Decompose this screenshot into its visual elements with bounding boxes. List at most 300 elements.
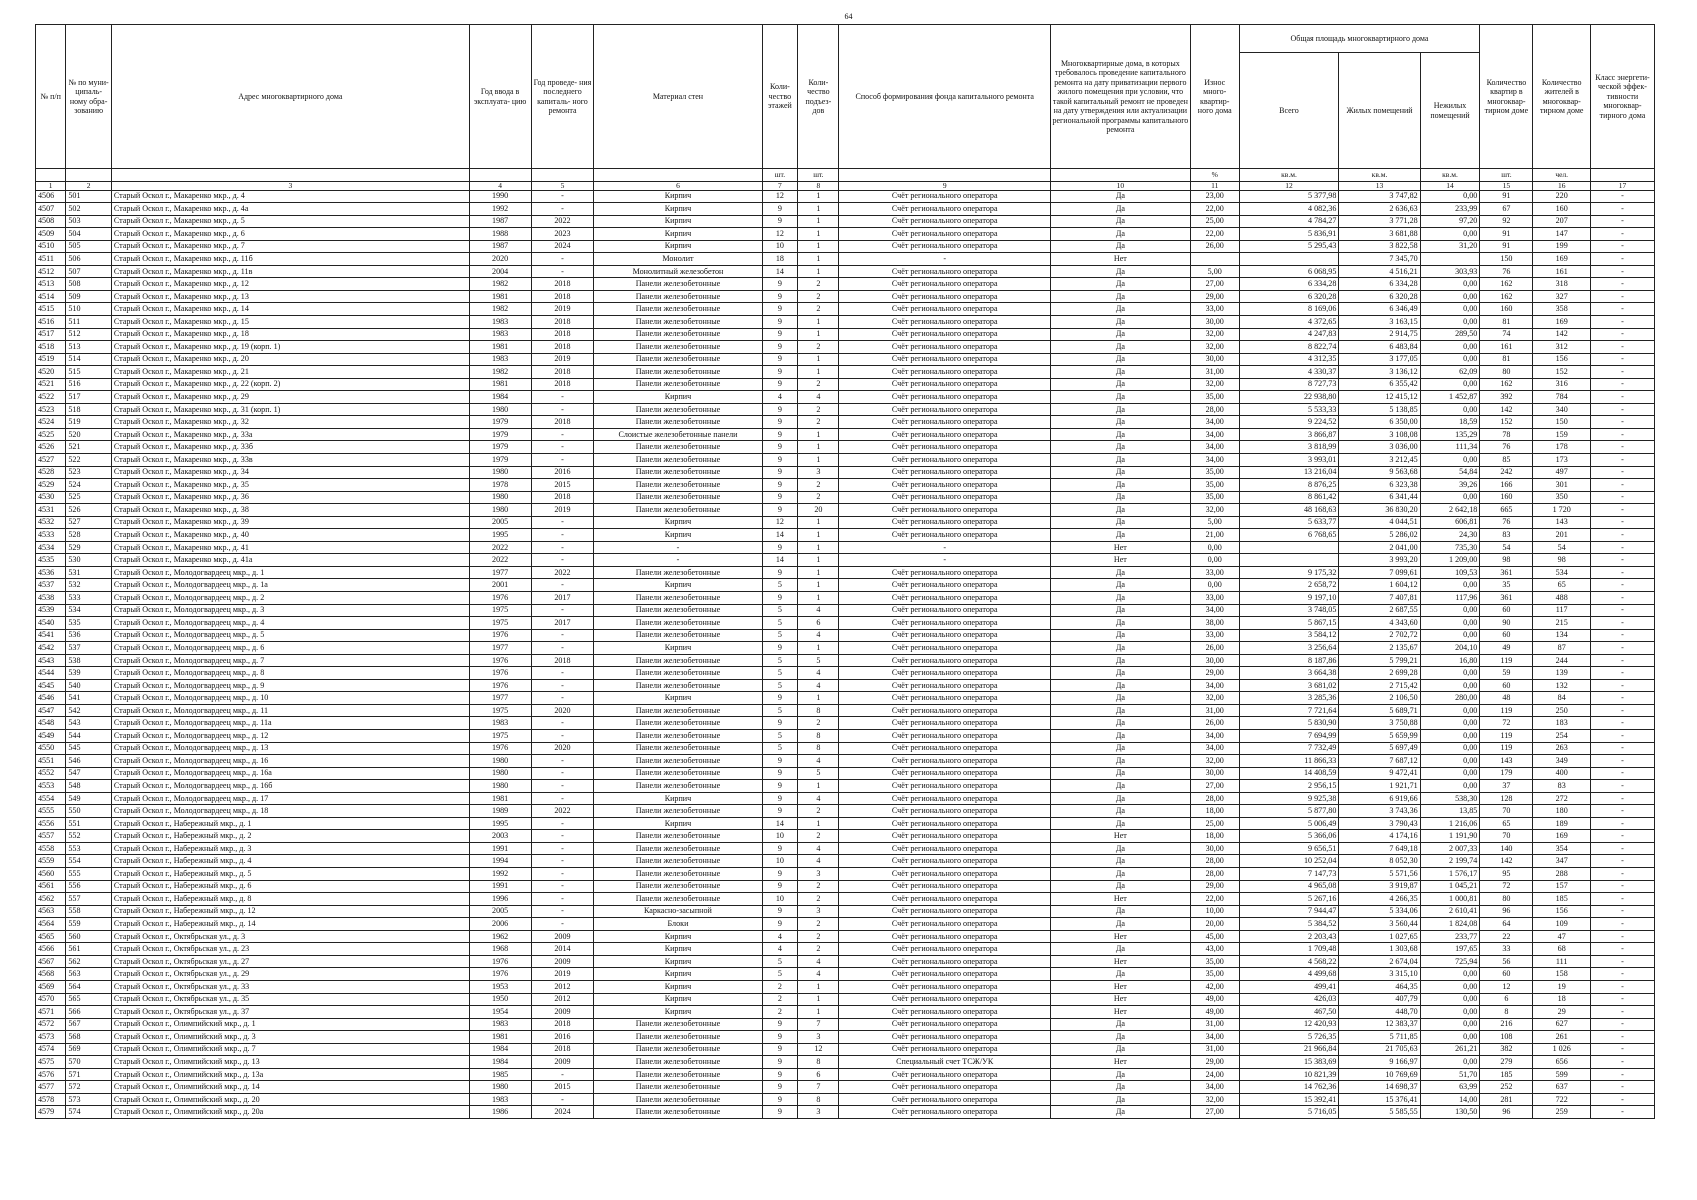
area-nonliving-cell: 0,00 xyxy=(1420,353,1480,366)
wear-cell: 21,00 xyxy=(1190,529,1239,542)
apartments-cell: 98 xyxy=(1480,554,1533,567)
area-total-cell: 4 312,35 xyxy=(1239,353,1339,366)
area-total-cell: 11 866,33 xyxy=(1239,755,1339,768)
wall-material-cell: Кирпич xyxy=(594,391,762,404)
area-living-cell: 3 163,15 xyxy=(1339,315,1420,328)
table-row xyxy=(36,579,1655,592)
area-total-cell: 3 818,99 xyxy=(1239,441,1339,454)
row-number-cell: 4535 xyxy=(36,554,66,567)
floors-cell: 9 xyxy=(762,303,798,316)
wear-cell: 18,00 xyxy=(1190,830,1239,843)
energy-class-cell: - xyxy=(1590,240,1654,253)
fund-method-cell: Счёт регионального оператора xyxy=(839,780,1050,793)
row-number-cell: 4561 xyxy=(36,880,66,893)
wall-material-cell: Кирпич xyxy=(594,190,762,203)
address-cell: Старый Оскол г., Набережный мкр., д. 3 xyxy=(111,842,469,855)
residents-cell: 220 xyxy=(1533,190,1590,203)
floors-cell: 9 xyxy=(762,315,798,328)
wear-cell: 18,00 xyxy=(1190,805,1239,818)
floors-cell: 9 xyxy=(762,792,798,805)
year-built-cell: 1985 xyxy=(469,1068,531,1081)
column-number-cell: 11 xyxy=(1190,181,1239,190)
year-built-cell: 2020 xyxy=(469,253,531,266)
residents-cell: 180 xyxy=(1533,805,1590,818)
privatization-cell: Да xyxy=(1050,817,1190,830)
privatization-cell: Да xyxy=(1050,278,1190,291)
row-number-cell: 4545 xyxy=(36,679,66,692)
fund-method-cell: Счёт регионального оператора xyxy=(839,955,1050,968)
area-nonliving-cell: 0,00 xyxy=(1420,453,1480,466)
area-total-cell: 7 147,73 xyxy=(1239,868,1339,881)
privatization-cell: Да xyxy=(1050,491,1190,504)
wear-cell: 45,00 xyxy=(1190,930,1239,943)
apartments-cell: 70 xyxy=(1480,805,1533,818)
privatization-cell: Да xyxy=(1050,516,1190,529)
privatization-cell: Нет xyxy=(1050,1006,1190,1019)
wear-cell: 25,00 xyxy=(1190,817,1239,830)
address-cell: Старый Оскол г., Набережный мкр., д. 6 xyxy=(111,880,469,893)
fund-method-cell: Счёт регионального оператора xyxy=(839,1006,1050,1019)
residents-cell: 152 xyxy=(1533,366,1590,379)
fund-method-cell: Счёт регионального оператора xyxy=(839,1043,1050,1056)
apartments-cell: 361 xyxy=(1480,592,1533,605)
row-number-cell: 4519 xyxy=(36,353,66,366)
area-total-cell: 3 866,87 xyxy=(1239,428,1339,441)
privatization-cell: Да xyxy=(1050,679,1190,692)
year-repair-cell: - xyxy=(531,692,594,705)
area-nonliving-cell: 280,00 xyxy=(1420,692,1480,705)
apartments-cell: 160 xyxy=(1480,491,1533,504)
entrances-cell: 1 xyxy=(798,353,839,366)
residents-cell: 19 xyxy=(1533,980,1590,993)
area-nonliving-cell: 233,99 xyxy=(1420,203,1480,216)
entrances-cell: 4 xyxy=(798,604,839,617)
area-total-cell: 5 716,05 xyxy=(1239,1106,1339,1119)
entrances-cell: 1 xyxy=(798,1006,839,1019)
header-year-repair: Год проведе- ния последнего капиталь- ного ремонта xyxy=(531,25,594,169)
address-cell: Старый Оскол г., Октябрьская ул., д. 3 xyxy=(111,930,469,943)
table-row xyxy=(36,730,1655,743)
area-nonliving-cell: 1 209,00 xyxy=(1420,554,1480,567)
header-entrances: Коли- чество подъез- дов xyxy=(798,25,839,169)
apartments-cell: 91 xyxy=(1480,240,1533,253)
area-nonliving-cell: 0,00 xyxy=(1420,1031,1480,1044)
year-repair-cell: - xyxy=(531,792,594,805)
privatization-cell: Да xyxy=(1050,717,1190,730)
apartments-cell: 162 xyxy=(1480,278,1533,291)
table-row xyxy=(36,504,1655,517)
fund-method-cell: Счёт регионального оператора xyxy=(839,566,1050,579)
address-cell: Старый Оскол г., Молодогвардеец мкр., д. 11а xyxy=(111,717,469,730)
residents-cell: 189 xyxy=(1533,817,1590,830)
year-repair-cell: - xyxy=(531,554,594,567)
residents-cell: 215 xyxy=(1533,617,1590,630)
year-built-cell: 1962 xyxy=(469,930,531,943)
entrances-cell: 2 xyxy=(798,491,839,504)
municipal-number-cell: 559 xyxy=(66,918,112,931)
municipal-number-cell: 532 xyxy=(66,579,112,592)
apartments-cell: 48 xyxy=(1480,692,1533,705)
entrances-cell: 1 xyxy=(798,265,839,278)
floors-cell: 10 xyxy=(762,830,798,843)
energy-class-cell: - xyxy=(1590,1031,1654,1044)
area-nonliving-cell: 0,00 xyxy=(1420,993,1480,1006)
apartments-cell: 382 xyxy=(1480,1043,1533,1056)
entrances-cell: 2 xyxy=(798,278,839,291)
area-living-cell: 6 320,28 xyxy=(1339,290,1420,303)
area-total-cell: 9 175,32 xyxy=(1239,566,1339,579)
energy-class-cell: - xyxy=(1590,1056,1654,1069)
area-living-cell: 7 407,81 xyxy=(1339,592,1420,605)
privatization-cell: Да xyxy=(1050,1031,1190,1044)
area-total-cell: 9 197,10 xyxy=(1239,592,1339,605)
unit-cell xyxy=(1590,169,1654,182)
year-repair-cell: 2019 xyxy=(531,504,594,517)
floors-cell: 9 xyxy=(762,566,798,579)
row-number-cell: 4509 xyxy=(36,228,66,241)
fund-method-cell: Счёт регионального оператора xyxy=(839,692,1050,705)
floors-cell: 5 xyxy=(762,579,798,592)
year-repair-cell: 2024 xyxy=(531,1106,594,1119)
municipal-number-cell: 530 xyxy=(66,554,112,567)
column-number-cell: 8 xyxy=(798,181,839,190)
year-built-cell: 1991 xyxy=(469,880,531,893)
privatization-cell: Да xyxy=(1050,1081,1190,1094)
residents-cell: 261 xyxy=(1533,1031,1590,1044)
privatization-cell: Да xyxy=(1050,303,1190,316)
year-repair-cell: - xyxy=(531,428,594,441)
apartments-cell: 160 xyxy=(1480,303,1533,316)
row-number-cell: 4565 xyxy=(36,930,66,943)
row-number-cell: 4549 xyxy=(36,730,66,743)
area-total-cell: 4 499,68 xyxy=(1239,968,1339,981)
area-nonliving-cell: 0,00 xyxy=(1420,315,1480,328)
area-nonliving-cell: 51,70 xyxy=(1420,1068,1480,1081)
residents-cell: 147 xyxy=(1533,228,1590,241)
address-cell: Старый Оскол г., Молодогвардеец мкр., д. 1 xyxy=(111,566,469,579)
entrances-cell: 1 xyxy=(798,592,839,605)
municipal-number-cell: 523 xyxy=(66,466,112,479)
year-repair-cell: - xyxy=(531,880,594,893)
floors-cell: 9 xyxy=(762,1093,798,1106)
area-total-cell: 12 420,93 xyxy=(1239,1018,1339,1031)
address-cell: Старый Оскол г., Макаренко мкр., д. 39 xyxy=(111,516,469,529)
column-number-cell: 2 xyxy=(66,181,112,190)
wall-material-cell: Кирпич xyxy=(594,215,762,228)
residents-cell: 722 xyxy=(1533,1093,1590,1106)
area-living-cell: 3 108,08 xyxy=(1339,428,1420,441)
floors-cell: 9 xyxy=(762,1106,798,1119)
row-number-cell: 4563 xyxy=(36,905,66,918)
year-repair-cell: - xyxy=(531,391,594,404)
area-living-cell: 6 323,38 xyxy=(1339,479,1420,492)
apartments-cell: 81 xyxy=(1480,315,1533,328)
apartments-cell: 81 xyxy=(1480,353,1533,366)
year-built-cell: 1980 xyxy=(469,1081,531,1094)
entrances-cell: 1 xyxy=(798,780,839,793)
privatization-cell: Да xyxy=(1050,1093,1190,1106)
area-living-cell: 2 699,28 xyxy=(1339,667,1420,680)
area-total-cell xyxy=(1239,554,1339,567)
municipal-number-cell: 556 xyxy=(66,880,112,893)
floors-cell: 9 xyxy=(762,592,798,605)
municipal-number-cell: 570 xyxy=(66,1056,112,1069)
energy-class-cell: - xyxy=(1590,315,1654,328)
municipal-number-cell: 502 xyxy=(66,203,112,216)
residents-cell: 316 xyxy=(1533,378,1590,391)
privatization-cell: Нет xyxy=(1050,541,1190,554)
year-repair-cell: - xyxy=(531,579,594,592)
floors-cell: 5 xyxy=(762,679,798,692)
header-year-built: Год ввода в эксплуата- цию xyxy=(469,25,531,169)
header-area-living: Жилых помещений xyxy=(1339,53,1420,169)
floors-cell: 9 xyxy=(762,215,798,228)
row-number-cell: 4552 xyxy=(36,767,66,780)
column-number-cell: 10 xyxy=(1050,181,1190,190)
area-nonliving-cell: 2 642,18 xyxy=(1420,504,1480,517)
fund-method-cell: Счёт регионального оператора xyxy=(839,830,1050,843)
year-built-cell: 1979 xyxy=(469,441,531,454)
area-living-cell: 10 769,69 xyxy=(1339,1068,1420,1081)
row-number-cell: 4537 xyxy=(36,579,66,592)
floors-cell: 5 xyxy=(762,968,798,981)
table-row xyxy=(36,905,1655,918)
privatization-cell: Да xyxy=(1050,654,1190,667)
year-repair-cell: 2009 xyxy=(531,930,594,943)
apartments-cell: 72 xyxy=(1480,880,1533,893)
municipal-number-cell: 531 xyxy=(66,566,112,579)
year-built-cell: 1984 xyxy=(469,1056,531,1069)
area-living-cell: 3 993,20 xyxy=(1339,554,1420,567)
fund-method-cell: Счёт регионального оператора xyxy=(839,529,1050,542)
area-nonliving-cell: 0,00 xyxy=(1420,968,1480,981)
municipal-number-cell: 569 xyxy=(66,1043,112,1056)
wear-cell: 0,00 xyxy=(1190,554,1239,567)
year-repair-cell: - xyxy=(531,780,594,793)
table-row xyxy=(36,968,1655,981)
wear-cell: 22,00 xyxy=(1190,203,1239,216)
year-repair-cell: 2015 xyxy=(531,1081,594,1094)
residents-cell: 159 xyxy=(1533,428,1590,441)
municipal-number-cell: 544 xyxy=(66,730,112,743)
energy-class-cell: - xyxy=(1590,893,1654,906)
privatization-cell: Да xyxy=(1050,1068,1190,1081)
entrances-cell: 1 xyxy=(798,215,839,228)
year-repair-cell: - xyxy=(531,679,594,692)
entrances-cell: 1 xyxy=(798,441,839,454)
unit-cell xyxy=(66,169,112,182)
apartments-cell: 162 xyxy=(1480,378,1533,391)
address-cell: Старый Оскол г., Макаренко мкр., д. 6 xyxy=(111,228,469,241)
wall-material-cell: Блоки xyxy=(594,918,762,931)
year-built-cell: 1975 xyxy=(469,617,531,630)
header-area-total: Всего xyxy=(1239,53,1339,169)
fund-method-cell: Счёт регионального оператора xyxy=(839,1068,1050,1081)
row-number-cell: 4547 xyxy=(36,704,66,717)
page-number: 64 xyxy=(844,12,853,21)
residents-cell: 134 xyxy=(1533,629,1590,642)
municipal-number-cell: 524 xyxy=(66,479,112,492)
area-living-cell: 2 041,00 xyxy=(1339,541,1420,554)
table-row xyxy=(36,667,1655,680)
table-row xyxy=(36,880,1655,893)
fund-method-cell: Счёт регионального оператора xyxy=(839,993,1050,1006)
apartments-cell: 49 xyxy=(1480,642,1533,655)
municipal-number-cell: 546 xyxy=(66,755,112,768)
fund-method-cell: Счёт регионального оператора xyxy=(839,290,1050,303)
municipal-number-cell: 535 xyxy=(66,617,112,630)
address-cell: Старый Оскол г., Набережный мкр., д. 8 xyxy=(111,893,469,906)
entrances-cell: 1 xyxy=(798,240,839,253)
privatization-cell: Да xyxy=(1050,479,1190,492)
area-total-cell: 8 876,25 xyxy=(1239,479,1339,492)
table-row xyxy=(36,980,1655,993)
entrances-cell: 4 xyxy=(798,842,839,855)
area-total-cell: 21 966,84 xyxy=(1239,1043,1339,1056)
address-cell: Старый Оскол г., Молодогвардеец мкр., д. 7 xyxy=(111,654,469,667)
apartments-cell: 83 xyxy=(1480,529,1533,542)
wall-material-cell: Панели железобетонные xyxy=(594,1106,762,1119)
entrances-cell: 2 xyxy=(798,830,839,843)
year-repair-cell: 2012 xyxy=(531,993,594,1006)
wall-material-cell: Панели железобетонные xyxy=(594,1081,762,1094)
area-living-cell: 6 334,28 xyxy=(1339,278,1420,291)
row-number-cell: 4567 xyxy=(36,955,66,968)
year-built-cell: 1980 xyxy=(469,403,531,416)
fund-method-cell: Счёт регионального оператора xyxy=(839,428,1050,441)
year-repair-cell: - xyxy=(531,842,594,855)
area-nonliving-cell: 0,00 xyxy=(1420,278,1480,291)
wear-cell: 5,00 xyxy=(1190,516,1239,529)
column-number-cell: 9 xyxy=(839,181,1050,190)
row-number-cell: 4558 xyxy=(36,842,66,855)
area-nonliving-cell: 0,00 xyxy=(1420,579,1480,592)
privatization-cell: Да xyxy=(1050,265,1190,278)
year-built-cell: 2003 xyxy=(469,830,531,843)
area-total-cell: 14 762,36 xyxy=(1239,1081,1339,1094)
municipal-number-cell: 564 xyxy=(66,980,112,993)
wall-material-cell: Панели железобетонные xyxy=(594,1031,762,1044)
area-living-cell: 2 636,63 xyxy=(1339,203,1420,216)
area-living-cell: 15 376,41 xyxy=(1339,1093,1420,1106)
area-total-cell: 4 082,36 xyxy=(1239,203,1339,216)
entrances-cell: 4 xyxy=(798,679,839,692)
apartments-cell: 65 xyxy=(1480,817,1533,830)
fund-method-cell: Счёт регионального оператора xyxy=(839,893,1050,906)
residents-cell: 111 xyxy=(1533,955,1590,968)
floors-cell: 9 xyxy=(762,428,798,441)
year-built-cell: 1975 xyxy=(469,704,531,717)
energy-class-cell: - xyxy=(1590,203,1654,216)
privatization-cell: Да xyxy=(1050,353,1190,366)
area-nonliving-cell: 0,00 xyxy=(1420,730,1480,743)
wall-material-cell: Кирпич xyxy=(594,968,762,981)
address-cell: Старый Оскол г., Макаренко мкр., д. 5 xyxy=(111,215,469,228)
entrances-cell: 2 xyxy=(798,717,839,730)
row-number-cell: 4557 xyxy=(36,830,66,843)
floors-cell: 5 xyxy=(762,654,798,667)
table-row xyxy=(36,554,1655,567)
entrances-cell: 2 xyxy=(798,943,839,956)
area-living-cell: 12 383,37 xyxy=(1339,1018,1420,1031)
area-total-cell: 4 247,83 xyxy=(1239,328,1339,341)
floors-cell: 9 xyxy=(762,453,798,466)
area-total-cell: 5 633,77 xyxy=(1239,516,1339,529)
entrances-cell: 6 xyxy=(798,617,839,630)
table-row xyxy=(36,366,1655,379)
entrances-cell: 7 xyxy=(798,1018,839,1031)
unit-cell xyxy=(839,169,1050,182)
wall-material-cell: Монолит xyxy=(594,253,762,266)
residents-cell: 301 xyxy=(1533,479,1590,492)
table-row xyxy=(36,529,1655,542)
area-living-cell: 448,70 xyxy=(1339,1006,1420,1019)
area-nonliving-cell: 1 824,08 xyxy=(1420,918,1480,931)
table-row xyxy=(36,767,1655,780)
units-row xyxy=(36,169,1655,182)
wear-cell: 30,00 xyxy=(1190,654,1239,667)
row-number-cell: 4571 xyxy=(36,1006,66,1019)
year-built-cell: 1980 xyxy=(469,755,531,768)
year-repair-cell: - xyxy=(531,855,594,868)
table-row xyxy=(36,742,1655,755)
area-nonliving-cell: 1 216,06 xyxy=(1420,817,1480,830)
apartments-cell: 33 xyxy=(1480,943,1533,956)
year-repair-cell: 2022 xyxy=(531,215,594,228)
apartments-cell: 76 xyxy=(1480,441,1533,454)
apartments-cell: 6 xyxy=(1480,993,1533,1006)
address-cell: Старый Оскол г., Октябрьская ул., д. 29 xyxy=(111,968,469,981)
apartments-cell: 162 xyxy=(1480,290,1533,303)
wall-material-cell: Панели железобетонные xyxy=(594,742,762,755)
column-number-cell: 15 xyxy=(1480,181,1533,190)
year-repair-cell: 2018 xyxy=(531,378,594,391)
wall-material-cell: Панели железобетонные xyxy=(594,504,762,517)
area-nonliving-cell: 1 452,87 xyxy=(1420,391,1480,404)
energy-class-cell: - xyxy=(1590,516,1654,529)
table-row xyxy=(36,328,1655,341)
energy-class-cell: - xyxy=(1590,730,1654,743)
municipal-number-cell: 512 xyxy=(66,328,112,341)
apartments-cell: 185 xyxy=(1480,1068,1533,1081)
area-total-cell: 3 256,64 xyxy=(1239,642,1339,655)
municipal-number-cell: 547 xyxy=(66,767,112,780)
year-built-cell: 1994 xyxy=(469,855,531,868)
area-nonliving-cell: 0,00 xyxy=(1420,228,1480,241)
entrances-cell: 1 xyxy=(798,554,839,567)
row-number-cell: 4541 xyxy=(36,629,66,642)
unit-cell xyxy=(469,169,531,182)
area-living-cell: 5 711,85 xyxy=(1339,1031,1420,1044)
row-number-cell: 4518 xyxy=(36,341,66,354)
address-cell: Старый Оскол г., Октябрьская ул., д. 23 xyxy=(111,943,469,956)
address-cell: Старый Оскол г., Макаренко мкр., д. 32 xyxy=(111,416,469,429)
year-repair-cell: 2018 xyxy=(531,654,594,667)
year-repair-cell: 2009 xyxy=(531,1056,594,1069)
floors-cell: 2 xyxy=(762,980,798,993)
energy-class-cell: - xyxy=(1590,868,1654,881)
energy-class-cell: - xyxy=(1590,579,1654,592)
area-living-cell: 5 585,55 xyxy=(1339,1106,1420,1119)
residents-cell: 497 xyxy=(1533,466,1590,479)
row-number-cell: 4523 xyxy=(36,403,66,416)
row-number-cell: 4556 xyxy=(36,817,66,830)
wear-cell: 35,00 xyxy=(1190,968,1239,981)
floors-cell: 9 xyxy=(762,1043,798,1056)
fund-method-cell: Счёт регионального оператора xyxy=(839,228,1050,241)
municipal-number-cell: 541 xyxy=(66,692,112,705)
fund-method-cell: - xyxy=(839,253,1050,266)
